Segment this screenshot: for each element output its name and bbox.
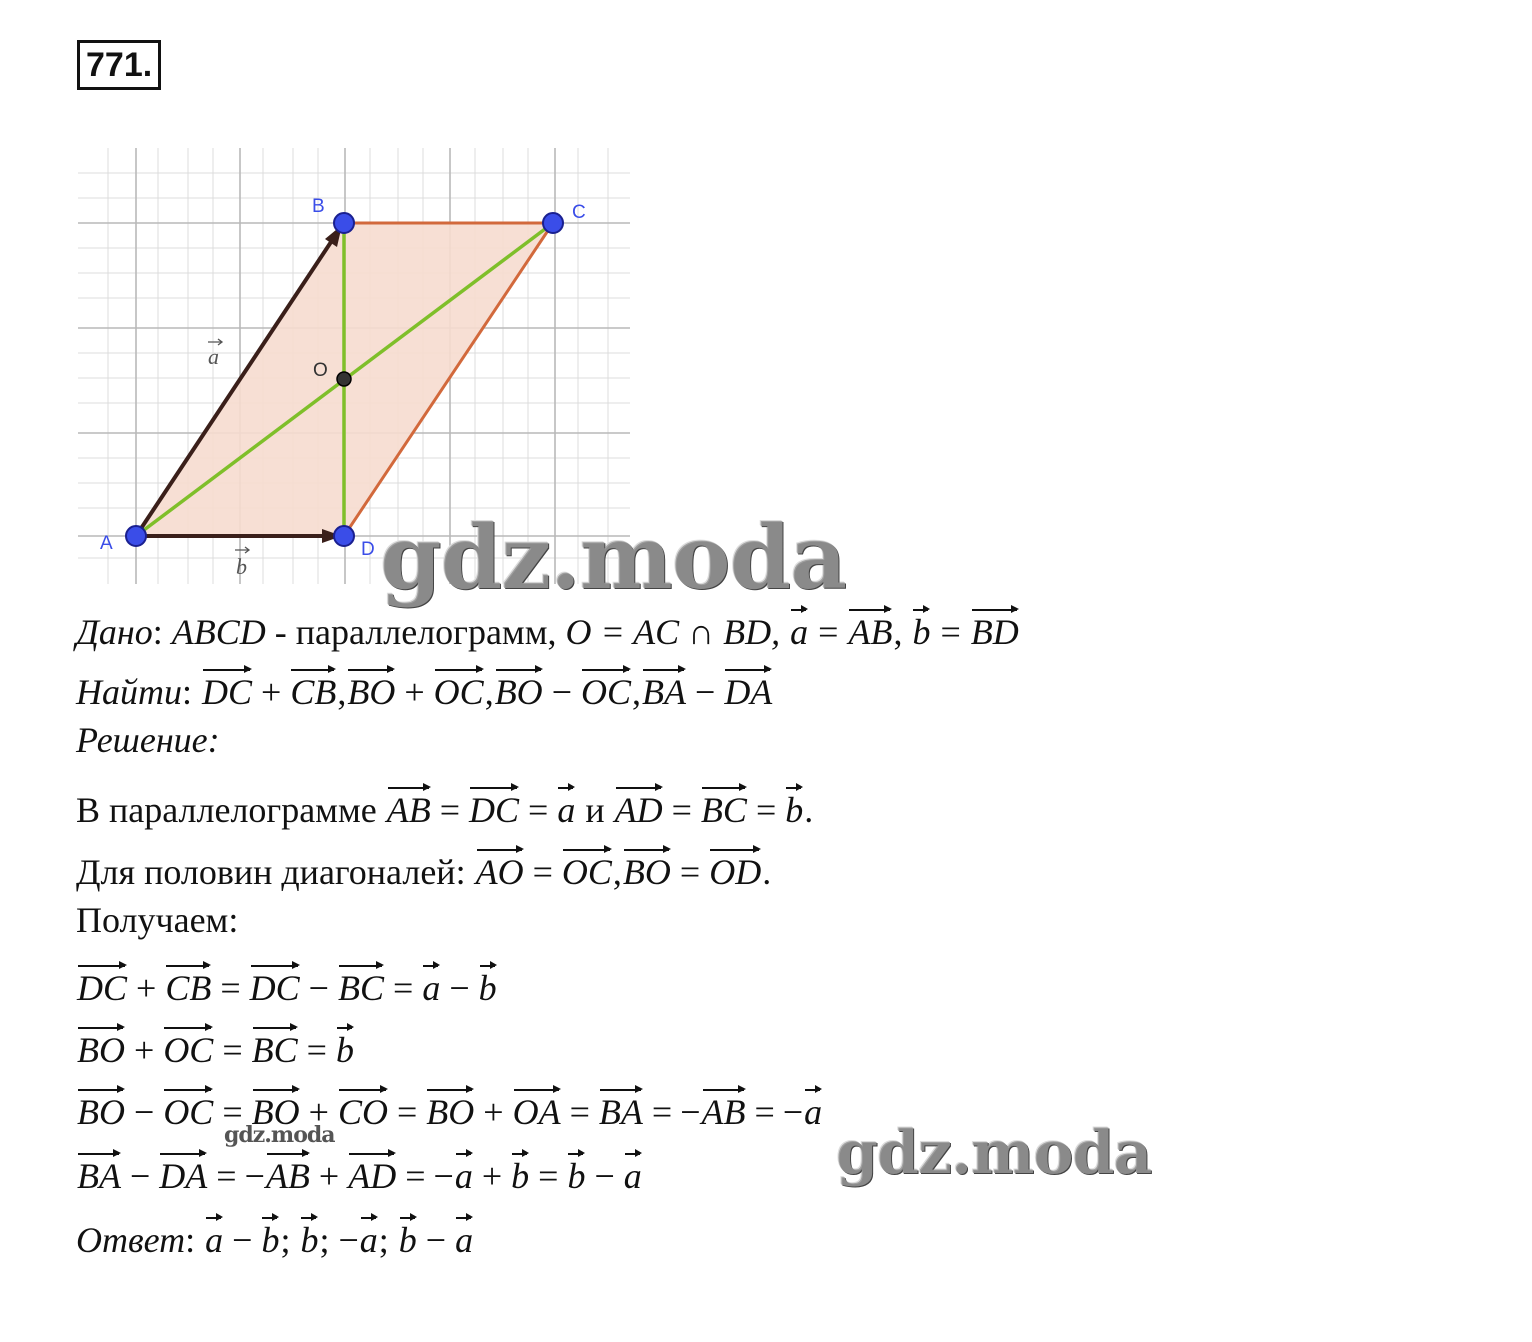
equation-1: DC + CB = DC − BC = a − b (76, 962, 498, 1006)
point-d (334, 526, 354, 546)
solution-label: Решение (76, 720, 208, 760)
label-vec-a: a (208, 344, 219, 369)
parallelogram-line: В параллелограмме AB = DC = a и AD = BC = b. (76, 784, 813, 828)
equation-3: BO − OC = BO + CO = BO + OA = BA = −AB = −a (76, 1086, 823, 1130)
label-vec-b: b (236, 554, 247, 579)
watermark-small: gdz.moda (224, 1122, 335, 1148)
answer-label: Ответ (76, 1220, 186, 1260)
equation-2: BO + OC = BC = b (76, 1024, 355, 1068)
half-diagonals-line: Для половин диагоналей: AO = OC,BO = OD. (76, 846, 771, 890)
get-line: Получаем: (76, 900, 239, 940)
watermark-main: gdz.moda (380, 505, 847, 609)
label-b: B (312, 196, 325, 217)
problem-number: 771. (77, 40, 161, 90)
label-d: D (361, 539, 375, 560)
point-a (126, 526, 146, 546)
solution-line: Решение: (76, 720, 220, 760)
watermark-secondary: gdz.moda (836, 1118, 1152, 1188)
find-line: Найти: DC + CB,BO + OC,BO − OC,BA − DA (76, 666, 773, 710)
point-o (337, 372, 351, 386)
point-c (543, 213, 563, 233)
label-a: A (100, 533, 113, 554)
given-label: Дано (76, 612, 153, 652)
point-b (334, 213, 354, 233)
find-label: Найти (76, 672, 182, 712)
label-c: C (572, 202, 586, 223)
answer-line: Ответ: a − b; b; −a; b − a (76, 1214, 474, 1258)
label-o: O (313, 360, 328, 381)
given-line: Дано: ABCD - параллелограмм, O = AC ∩ BD, a = AB, b = BD (76, 606, 1020, 650)
equation-4: BA − DA = −AB + AD = −a + b = b − a (76, 1150, 643, 1194)
